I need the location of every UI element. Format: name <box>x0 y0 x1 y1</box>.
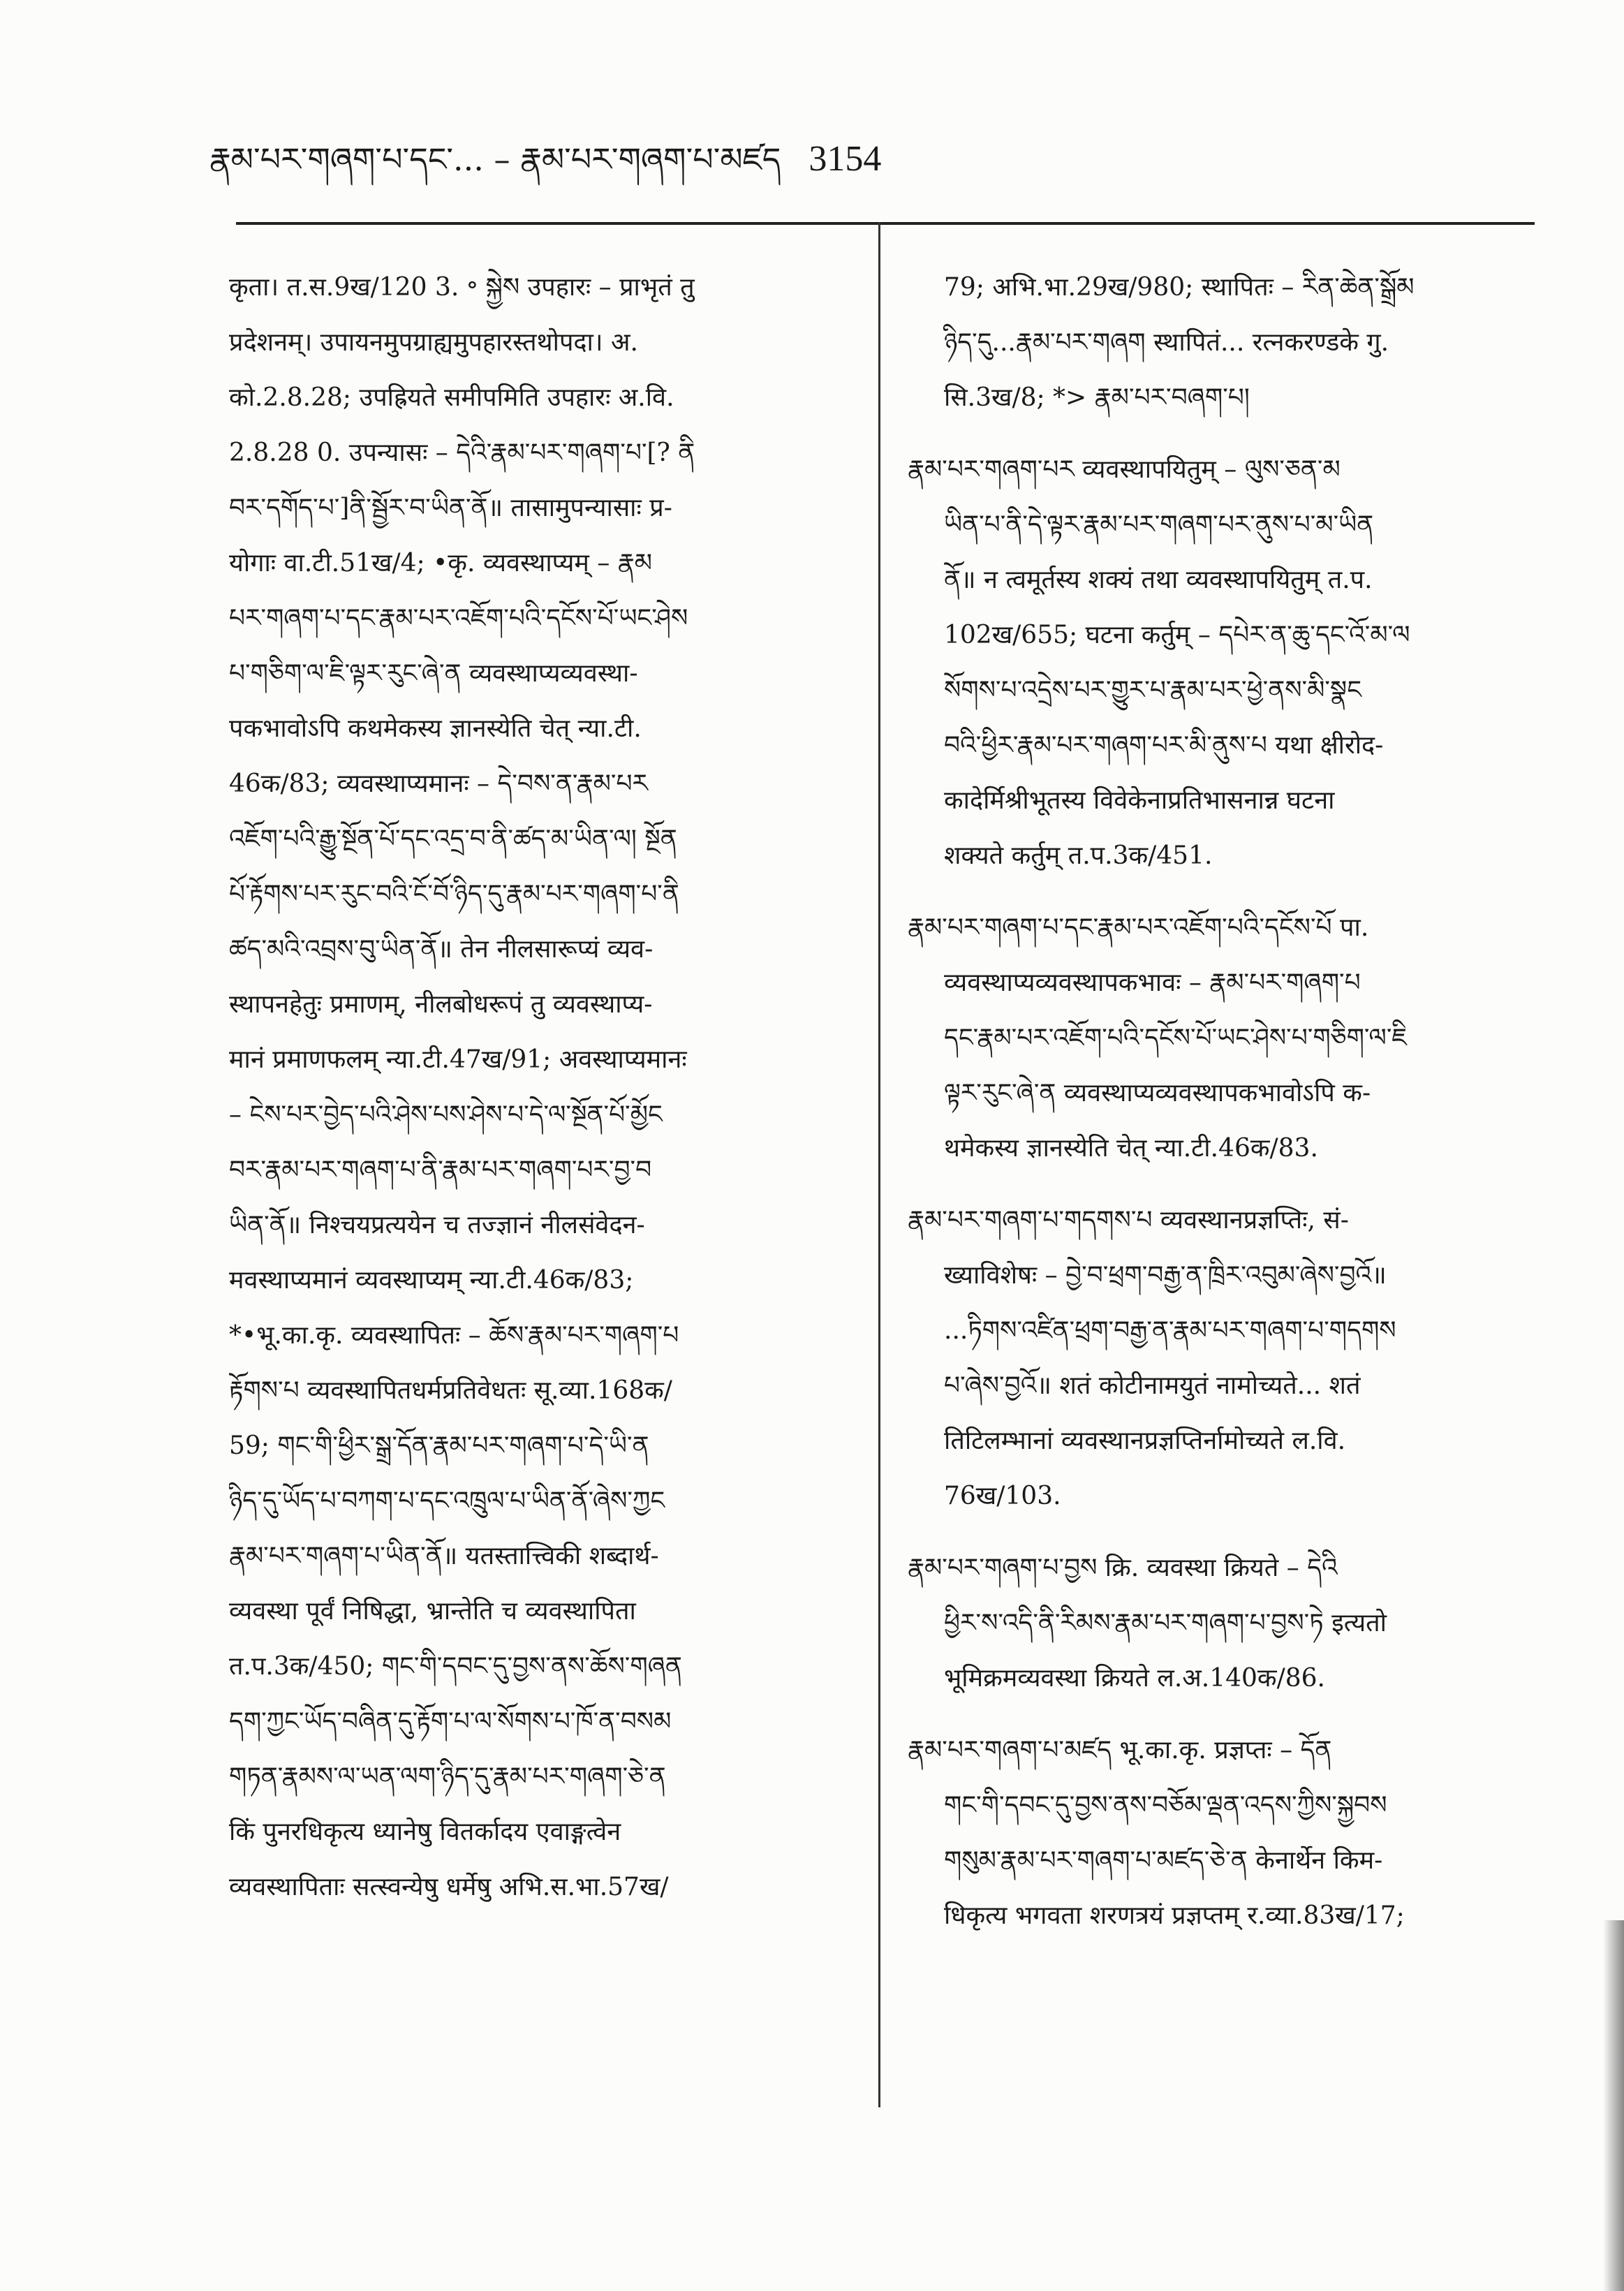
text-line: པ་ཞེས་བྱའོ॥ शतं कोटीनामयुतं नामोच्यते... शतं <box>944 1371 1361 1400</box>
text-line: 59; གང་གི་ཕྱིར་སྒྲ་དོན་རྣམ་པར་གཞག་པ་དེ་ཡི་ན <box>229 1431 649 1460</box>
text-line: 2.8.28 0. उपन्यासः – དེའི་རྣམ་པར་གཞག་པ་[? ནི <box>229 439 695 467</box>
right-column <box>908 260 1529 1943</box>
text-line: གསུམ་རྣམ་པར་གཞག་པ་མཛད་ཅེ་ན केनार्थेन किम- <box>944 1846 1383 1875</box>
page-number: 3154 <box>809 139 882 179</box>
text-line: ...ཏིགས་འཛིན་ཕྲག་བརྒྱ་ན་རྣམ་པར་གཞག་པ་གདགས <box>944 1316 1396 1345</box>
text-line: ख्याविशेषः – བྱེ་བ་ཕྲག་བརྒྱ་ན་ཁྲིར་འབུམ་ཞེས་བྱའོ॥ <box>944 1261 1387 1290</box>
text-line: 46क/83; व्यवस्थाप्यमानः – དེ་བས་ན་རྣམ་པར <box>229 769 648 798</box>
dictionary-entry <box>908 1723 1529 1943</box>
text-line: पकभावोऽपि कथमेकस्य ज्ञानस्येति चेत् न्या.टी. <box>229 714 642 743</box>
text-line: བར་དགོད་པ་]ནི་སྦྱོར་བ་ཡིན་ནོ॥ तासामुपन्यासाः प्र- <box>229 494 672 522</box>
entry-headword-line: རྣམ་པར་གཞག་པ་བྱས क्रि. व्यवस्था क्रियते – དེའི <box>908 1554 1338 1582</box>
header-rule <box>236 222 1535 225</box>
text-line: कृता। त.स.9ख/120 3. ॰ སྐྱེས उपहारः – प्राभृतं तु <box>229 273 695 302</box>
entry-gap <box>908 1524 1529 1540</box>
text-line: ཉིད་དུ་ཡོད་པ་བཀག་པ་དང་འཁྲུལ་པ་ཡིན་ནོ་ཞེས་ཀྱང <box>229 1487 665 1515</box>
text-line: मवस्थाप्यमानं व्यवस्थाप्यम् न्या.टी.46क/83; <box>229 1266 634 1295</box>
text-line: व्यवस्थापिताः सत्स्वन्येषु धर्मेषु अभि.स.भा.57ख/ <box>229 1873 669 1901</box>
text-line: ཚད་མའི་འབྲས་བུ་ཡིན་ནོ॥ तेन नीलसारूप्यं व्यव- <box>229 935 654 964</box>
text-line: तिटिलम्भानां व्यवस्थानप्रज्ञप्तिर्नामोच्यते ल.वि. <box>944 1427 1346 1455</box>
text-line: 79; अभि.भा.29ख/980; स्थापितः – རིན་ཆེན་སྒྲོམ <box>944 273 1415 302</box>
text-line: ཕྱིར་ས་འདི་ནི་རིམས་རྣམ་པར་གཞག་པ་བྱས་ཏེ इत्यतो <box>944 1609 1387 1637</box>
text-line: པར་གཞག་པ་དང་རྣམ་པར་འཇོག་པའི་དངོས་པོ་ཡང་ཤེས <box>229 604 688 633</box>
text-line: सि.3ख/8; *> རྣམ་པར་བཞག་པ། <box>944 383 1250 412</box>
column-divider <box>878 222 880 2107</box>
scan-edge-shadow <box>1603 1920 1624 2291</box>
entry-headword-line: རྣམ་པར་གཞག་པ་གདགས་པ व्यवस्थानप्रज्ञप्तिः, सं- <box>908 1206 1349 1235</box>
text-line: ཡིན་ནོ॥ निश्चयप्रत्ययेन च तज्ज्ञानं नीलसंवेदन- <box>229 1211 645 1239</box>
text-line: योगाः वा.टी.51ख/4; •कृ. व्यवस्थाप्यम् – རྣམ <box>229 549 653 577</box>
text-line: ཡིན་པ་ནི་དེ་ལྟར་རྣམ་པར་གཞག་པར་ནུས་པ་མ་ཡིན <box>944 510 1374 539</box>
text-line: ཉིད་དུ...རྣམ་པར་གཞག स्थापितं... रत्नकरण्डके गु. <box>944 328 1389 357</box>
text-line: कादेर्मिश्रीभूतस्य विवेकेनाप्रतिभासनान्न घटना <box>944 786 1335 815</box>
text-line: པ་གཅིག་ལ་ཇི་ལྟར་རུང་ཞེ་ན व्यवस्थाप्यव्यवस्था- <box>229 659 638 688</box>
header-title: རྣམ་པར་གཞག་པ་དང་... – རྣམ་པར་གཞག་པ་མཛད <box>209 140 781 178</box>
left-column <box>229 260 857 1915</box>
text-line: རྣམ་པར་གཞག་པ་ཡིན་ནོ॥ यतस्तात्त्विकी शब्दार्थ- <box>229 1542 659 1570</box>
text-line: གང་གི་དབང་དུ་བྱས་ནས་བཅོམ་ལྡན་འདས་ཀྱིས་སྐྱབས <box>944 1791 1387 1820</box>
text-line: དག་ཀྱང་ཡོད་བཞིན་དུ་རྟོག་པ་ལ་སོགས་པ་ཁོ་ན་བསམ <box>229 1707 672 1736</box>
text-line: प्रदेशनम्। उपायनमुपग्राह्यमुपहारस्तथोपदा। अ. <box>229 328 638 357</box>
entry-headword-line: རྣམ་པར་གཞག་པར व्यवस्थापयितुम् – ལུས་ཅན་མ <box>908 455 1341 484</box>
entry-headword-line: རྣམ་པར་གཞག་པ་དང་རྣམ་པར་འཇོག་པའི་དངོས་པོ पा. <box>908 913 1369 942</box>
entry-gap <box>908 883 1529 900</box>
text-line: བར་རྣམ་པར་གཞག་པ་ནི་རྣམ་པར་གཞག་པར་བྱ་བ <box>229 1156 652 1184</box>
text-line: स्थापनहेतुः प्रमाणम्, नीलबोधरूपं तु व्यवस्थाप्य- <box>229 990 653 1019</box>
entry-gap <box>908 425 1529 442</box>
text-line: त.प.3क/450; གང་གི་དབང་དུ་བྱས་ནས་ཆོས་གཞན <box>229 1652 682 1681</box>
text-line: व्यवस्था पूर्वं निषिद्धा, भ्रान्तेति च व्यवस्थापिता <box>229 1597 636 1626</box>
text-line: 76ख/103. <box>944 1482 1061 1510</box>
text-line: *•भू.का.कृ. व्यवस्थापितः – ཆོས་རྣམ་པར་གཞག་པ <box>229 1321 679 1350</box>
text-line: भूमिक्रमव्यवस्था क्रियते ल.अ.140क/86. <box>944 1664 1325 1693</box>
text-line: – ངེས་པར་བྱེད་པའི་ཤེས་པས་ཤེས་པ་དེ་ལ་སྔོན་པོ་མྱོང <box>229 1100 663 1129</box>
text-line: པོ་རྟོགས་པར་རུང་བའི་ངོ་བོ་ཉིད་དུ་རྣམ་པར་གཞག་པ་ནི <box>229 880 679 908</box>
text-line: शक्यते कर्तुम् त.प.3क/451. <box>944 841 1213 870</box>
dictionary-entry <box>908 442 1529 883</box>
text-line: थमेकस्य ज्ञानस्येति चेत् न्या.टी.46क/83. <box>944 1134 1318 1163</box>
dictionary-entry <box>908 1193 1529 1524</box>
text-line: དང་རྣམ་པར་འཇོག་པའི་དངོས་པོ་ཡང་ཤེས་པ་གཅིག་ལ་ཇི <box>944 1024 1408 1052</box>
entry-headword-line: རྣམ་པར་གཞག་པ་མཛད भू.का.कृ. प्रज्ञप्तः – དོན <box>908 1736 1332 1765</box>
text-line: 102ख/655; घटना कर्तुम् – དཔེར་ན་ཆུ་དང་འོ་མ་ལ <box>944 621 1410 649</box>
text-line: བའི་ཕྱིར་རྣམ་པར་གཞག་པར་མི་ནུས་པ यथा क्षीरोद- <box>944 731 1384 760</box>
dictionary-entry <box>908 900 1529 1176</box>
text-line: धिकृत्य भगवता शरणत्रयं प्रज्ञप्तम् र.व्या.83ख/17; <box>944 1901 1405 1930</box>
text-line: རྟོགས་པ व्यवस्थापितधर्मप्रतिवेधतः सू.व्या.168क/ <box>229 1376 672 1405</box>
text-line: किं पुनरधिकृत्य ध्यानेषु वितर्कादय एवाङ्गत्वेन <box>229 1818 621 1846</box>
text-line: को.2.8.28; उपह्रियते समीपमिति उपहारः अ.वि. <box>229 383 674 412</box>
text-line: ནོ॥ न त्वमूर्तस्य शक्यं तथा व्यवस्थापयितुम् त.प. <box>944 566 1373 594</box>
running-header <box>209 131 1327 187</box>
text-line: ལྟར་རུང་ཞེ་ན व्यवस्थाप्यव्यवस्थापकभावोऽपि क- <box>944 1079 1371 1107</box>
entry-gap <box>908 1176 1529 1193</box>
text-line: व्यवस्थाप्यव्यवस्थापकभावः – རྣམ་པར་གཞག་པ <box>944 968 1361 997</box>
text-line: སོགས་པ་འདྲེས་པར་གྱུར་པ་རྣམ་པར་ཕྱེ་ནས་མི་སྣང <box>944 676 1361 705</box>
text-line: मानं प्रमाणफलम् न्या.टी.47ख/91; अवस्थाप्यमानः <box>229 1045 687 1074</box>
entry-gap <box>908 1706 1529 1723</box>
dictionary-entry <box>908 1540 1529 1706</box>
text-line: འཇོག་པའི་རྒྱུ་སྔོན་པོ་དང་འདྲ་བ་ནི་ཚད་མ་ཡིན་ལ། སྔོན <box>229 825 677 853</box>
text-line: གཏན་རྣམས་ལ་ཡན་ལག་ཉིད་དུ་རྣམ་པར་གཞག་ཅེ་ན <box>229 1762 666 1791</box>
